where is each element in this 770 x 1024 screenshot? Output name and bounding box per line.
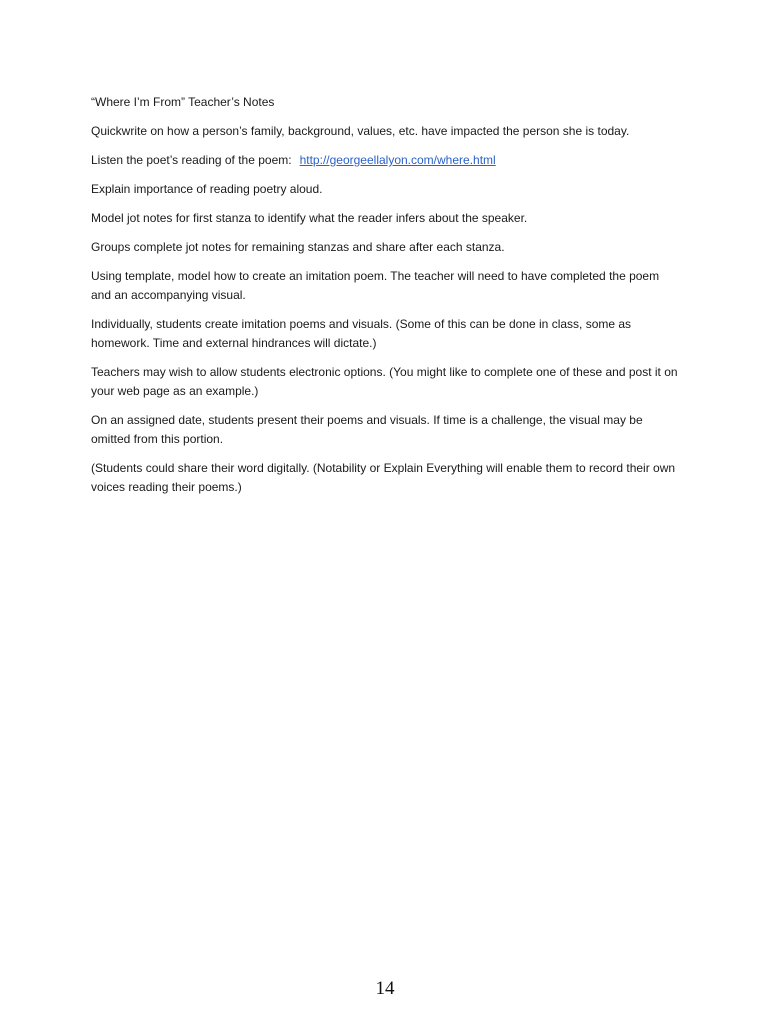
listen-text: Listen the poet’s reading of the poem: [91,153,292,167]
paragraph-group-jot-notes: Groups complete jot notes for remaining stanzas and share after each stanza. [91,240,505,254]
paragraph-electronic-options: Teachers may wish to allow students electronic options. (You might like to complete one of these and post it on your web page as an example.) [91,365,678,398]
document-body [91,94,681,507]
paragraph-model-jot-notes: Model jot notes for first stanza to identify what the reader infers about the speaker. [91,211,528,225]
page-number: 14 [375,978,395,999]
paragraph-listen [91,151,681,170]
poem-reading-link[interactable]: http://georgeellalyon.com/where.html [299,153,496,167]
paragraph-quickwrite: Quickwrite on how a person’s family, background, values, etc. have impacted the person she is today. [91,124,630,138]
paragraph-digital-sharing: (Students could share their word digitally. (Notability or Explain Everything will enable them to record their own voices reading their poems.) [91,461,676,494]
paragraph-presentation: On an assigned date, students present their poems and visuals. If time is a challenge, the visual may be omitted from this portion. [91,413,643,446]
paragraph-read-aloud: Explain importance of reading poetry aloud. [91,182,323,196]
paragraph-individual-work: Individually, students create imitation poems and visuals. (Some of this can be done in class, some as homework. Time and external hindrances will dictate.) [91,317,632,350]
document-title: “Where I’m From” Teacher’s Notes [91,95,275,109]
paragraph-template-model: Using template, model how to create an imitation poem. The teacher will need to have completed the poem and an accompanying visual. [91,269,660,302]
